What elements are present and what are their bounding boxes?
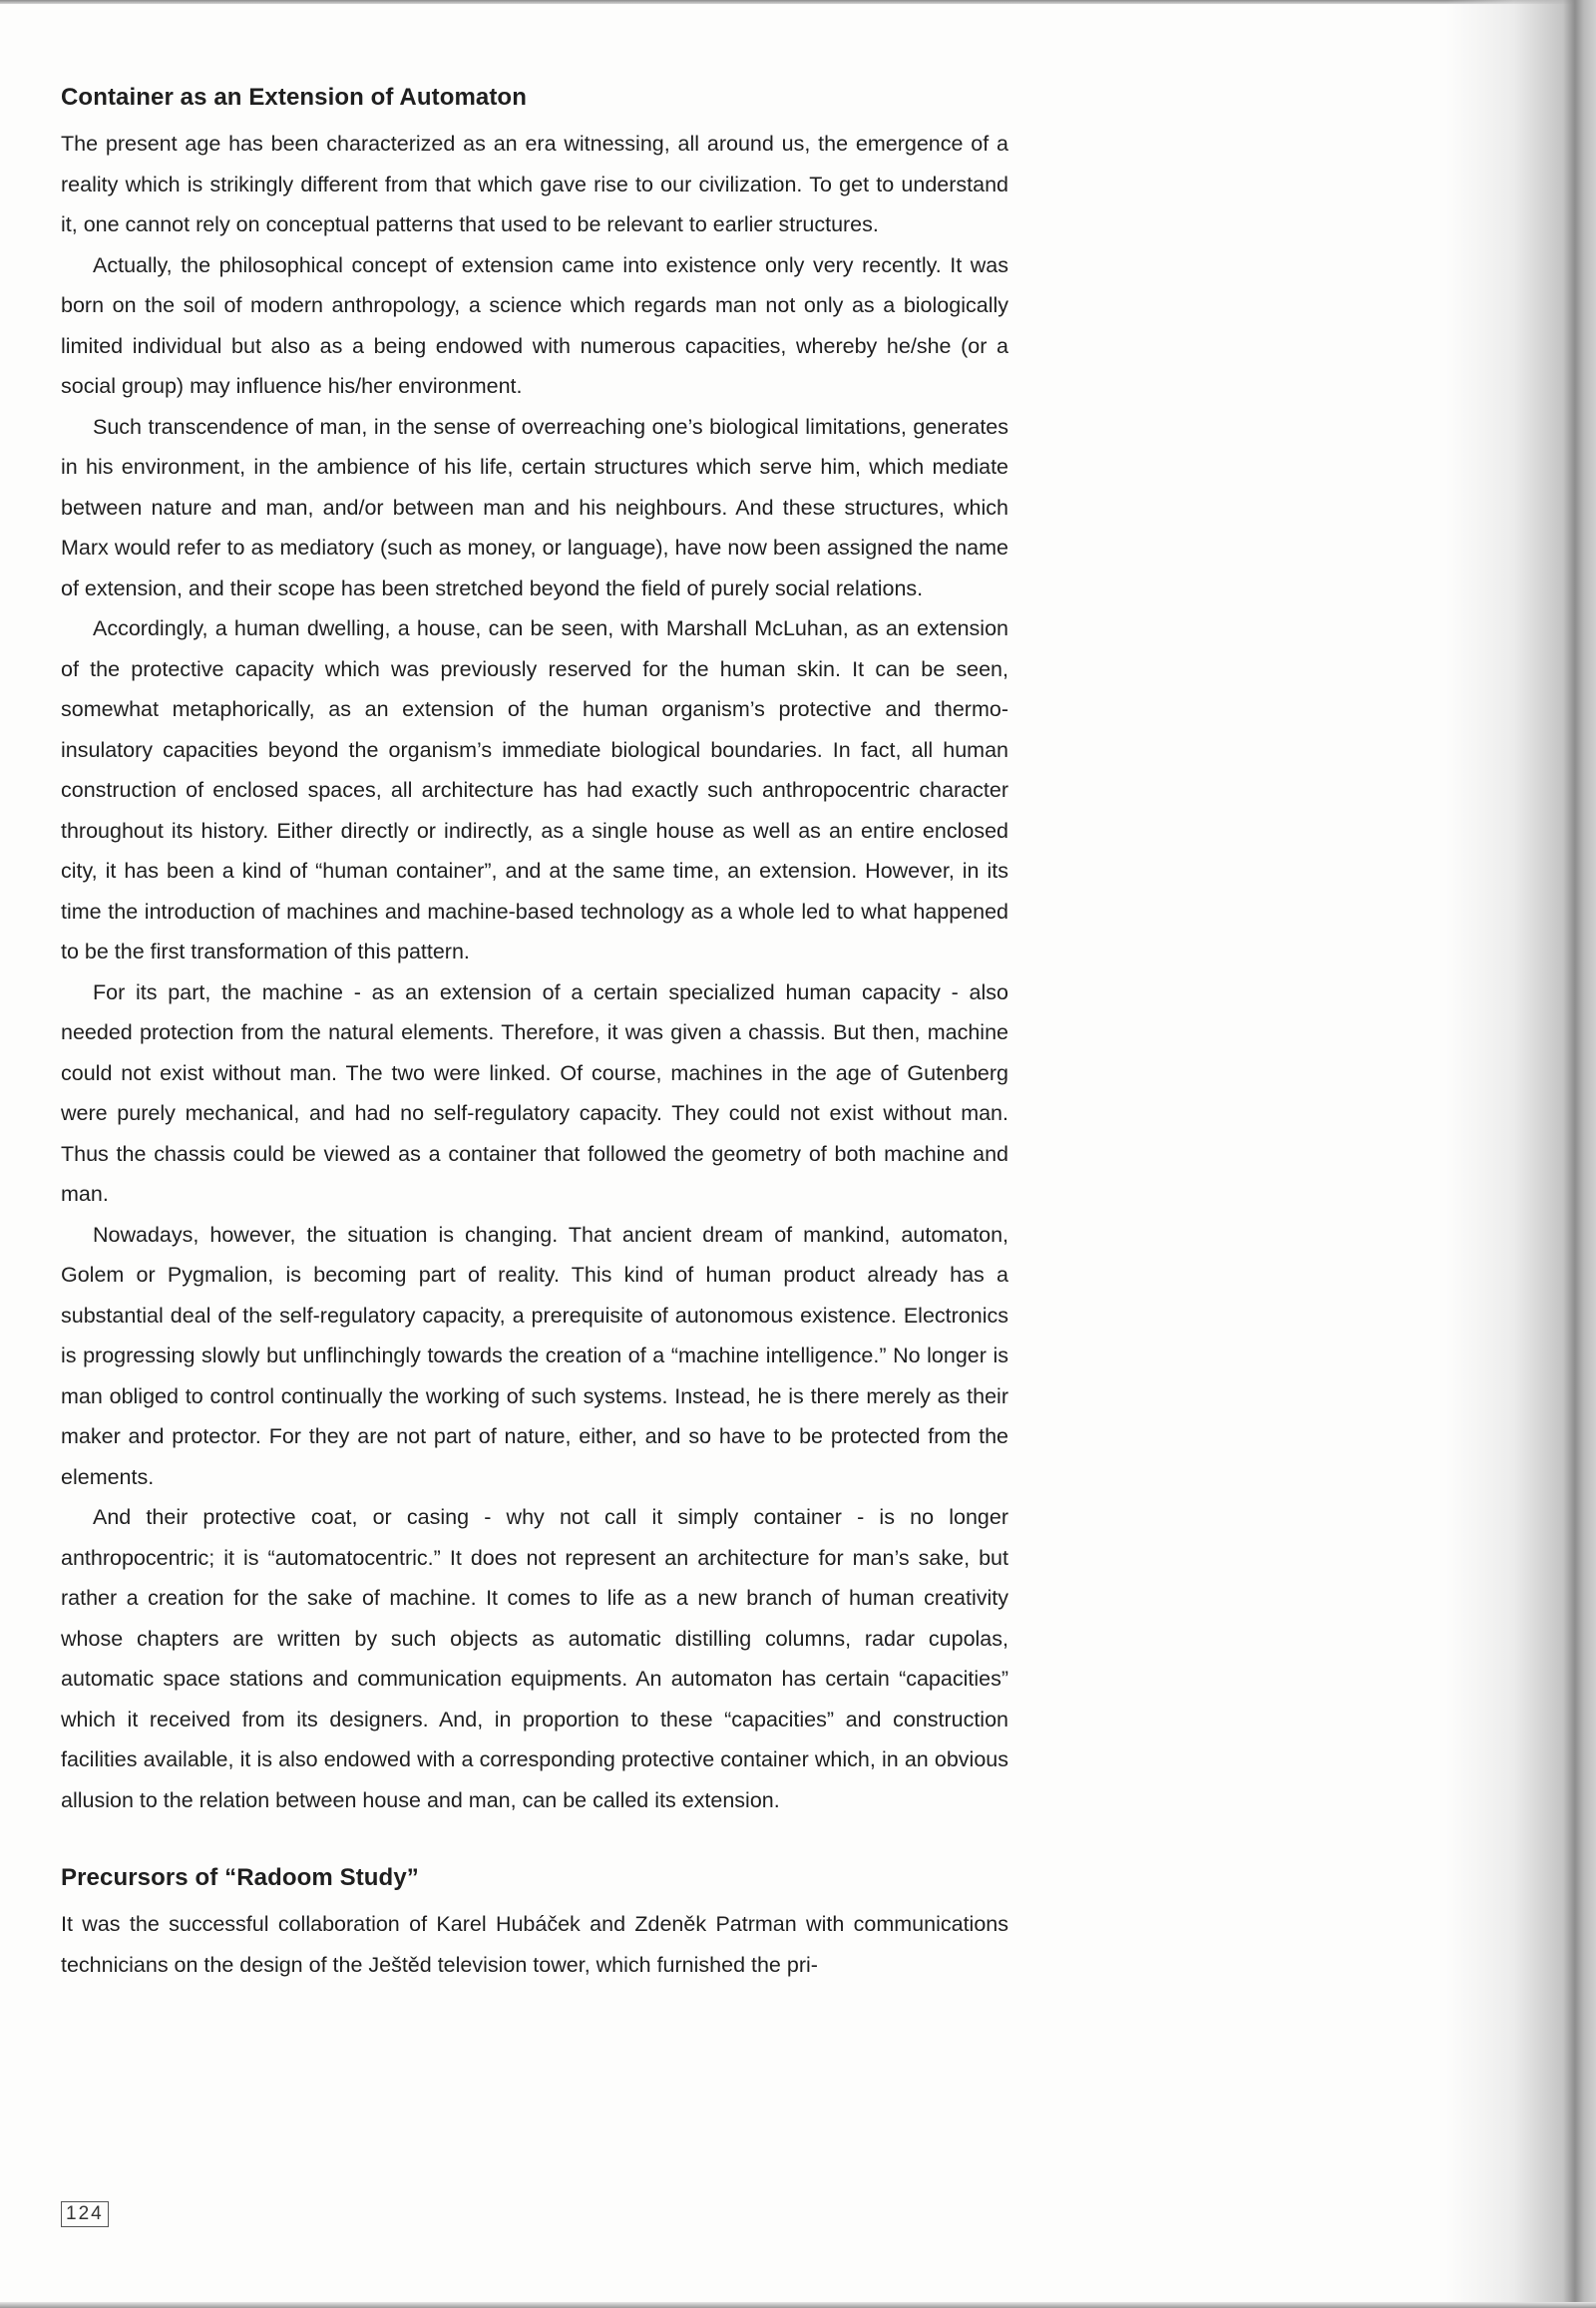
- paragraph: Accordingly, a human dwelling, a house, can be seen, with Marshall McLuhan, as an extension of the protective capacity which was previously reserved for the human skin. It can be seen, somewhat metaphorically, as an extension of the human organism’s protective and thermo-insulatory capacities beyond the organism’s immediate biological boundaries. In fact, all human construction of enclosed spaces, all architecture has had exactly such anthropocentric character throughout its history. Either directly or indirectly, as a single house as well as an entire enclosed city, it has been a kind of “human container”, and at the same time, an extension. However, in its time the introduction of machines and machine-based technology as a whole led to what happened to be the first transformation of this pattern.: [61, 616, 1008, 963]
- paragraph: For its part, the machine - as an extension of a certain specialized human capacity - also needed protection from the natural elements. Therefore, it was given a chassis. But then, machine could not exist without man. The two were linked. Of course, machines in the age of Gutenberg were purely mechanical, and had no self-regulatory capacity. They could not exist without man. Thus the chassis could be viewed as a container that followed the geometry of both machine and man.: [61, 979, 1008, 1206]
- paragraph: Such transcendence of man, in the sense of overreaching one’s biological limitations, generates in his environment, in the ambience of his life, certain structures which serve him, which mediate between nature and man, and/or between man and his neighbours. And these structures, which Marx would refer to as mediatory (such as money, or language), have now been assigned the name of extension, and their scope has been stretched beyond the field of purely social relations.: [61, 414, 1008, 600]
- text-column: [61, 72, 1008, 1985]
- paragraph: And their protective coat, or casing - why not call it simply container - is no longer anthropocentric; it is “automatocentric.” It does not represent an architecture for man’s sake, but rather a creation for the sake of machine. It comes to life as a new branch of human creativity whose chapters are written by such objects as automatic distilling columns, radar cupolas, automatic space stations and communication equipments. An automaton has certain “capacities” which it received from its designers. And, in proportion to these “capacities” and construction facilities available, it is also endowed with a corresponding protective container which, in an obvious allusion to the relation between house and man, can be called its extension.: [61, 1505, 1008, 1812]
- section-heading-container-extension: Container as an Extension of Automaton: [61, 84, 527, 111]
- paragraph: Actually, the philosophical concept of extension came into existence only very recently. It was born on the soil of modern anthropology, a science which regards man not only as a biologically limited individual but also as a being endowed with numerous capacities, whereby he/she (or a social group) may influence his/her environment.: [61, 252, 1008, 398]
- page-bottom-edge: [0, 2302, 1596, 2308]
- paragraph: Nowadays, however, the situation is changing. That ancient dream of mankind, automaton, Golem or Pygmalion, is becoming part of reality. This kind of human product already has a substantial deal of the self-regulatory capacity, a prerequisite of autonomous existence. Electronics is progressing slowly but unflinchingly towards the creation of a “machine intelligence.” No longer is man obliged to control continually the working of such systems. Instead, he is there merely as their maker and protector. For they are not part of nature, either, and so have to be protected from the elements.: [61, 1222, 1008, 1489]
- paragraph: The present age has been characterized as an era witnessing, all around us, the emergence of a reality which is strikingly different from that which gave rise to our civilization. To get to understand it, one cannot rely on conceptual patterns that used to be relevant to earlier structures.: [61, 132, 1008, 236]
- paragraph: It was the successful collaboration of Karel Hubáček and Zdeněk Patrman with communications technicians on the design of the Ještěd television tower, which furnished the pri-: [61, 1912, 1008, 1977]
- section-heading-precursors: Precursors of “Radoom Study”: [61, 1864, 419, 1891]
- book-binding-shadow: [1446, 0, 1596, 2308]
- page-top-edge: [0, 0, 1596, 4]
- page-number: 124: [61, 2201, 109, 2227]
